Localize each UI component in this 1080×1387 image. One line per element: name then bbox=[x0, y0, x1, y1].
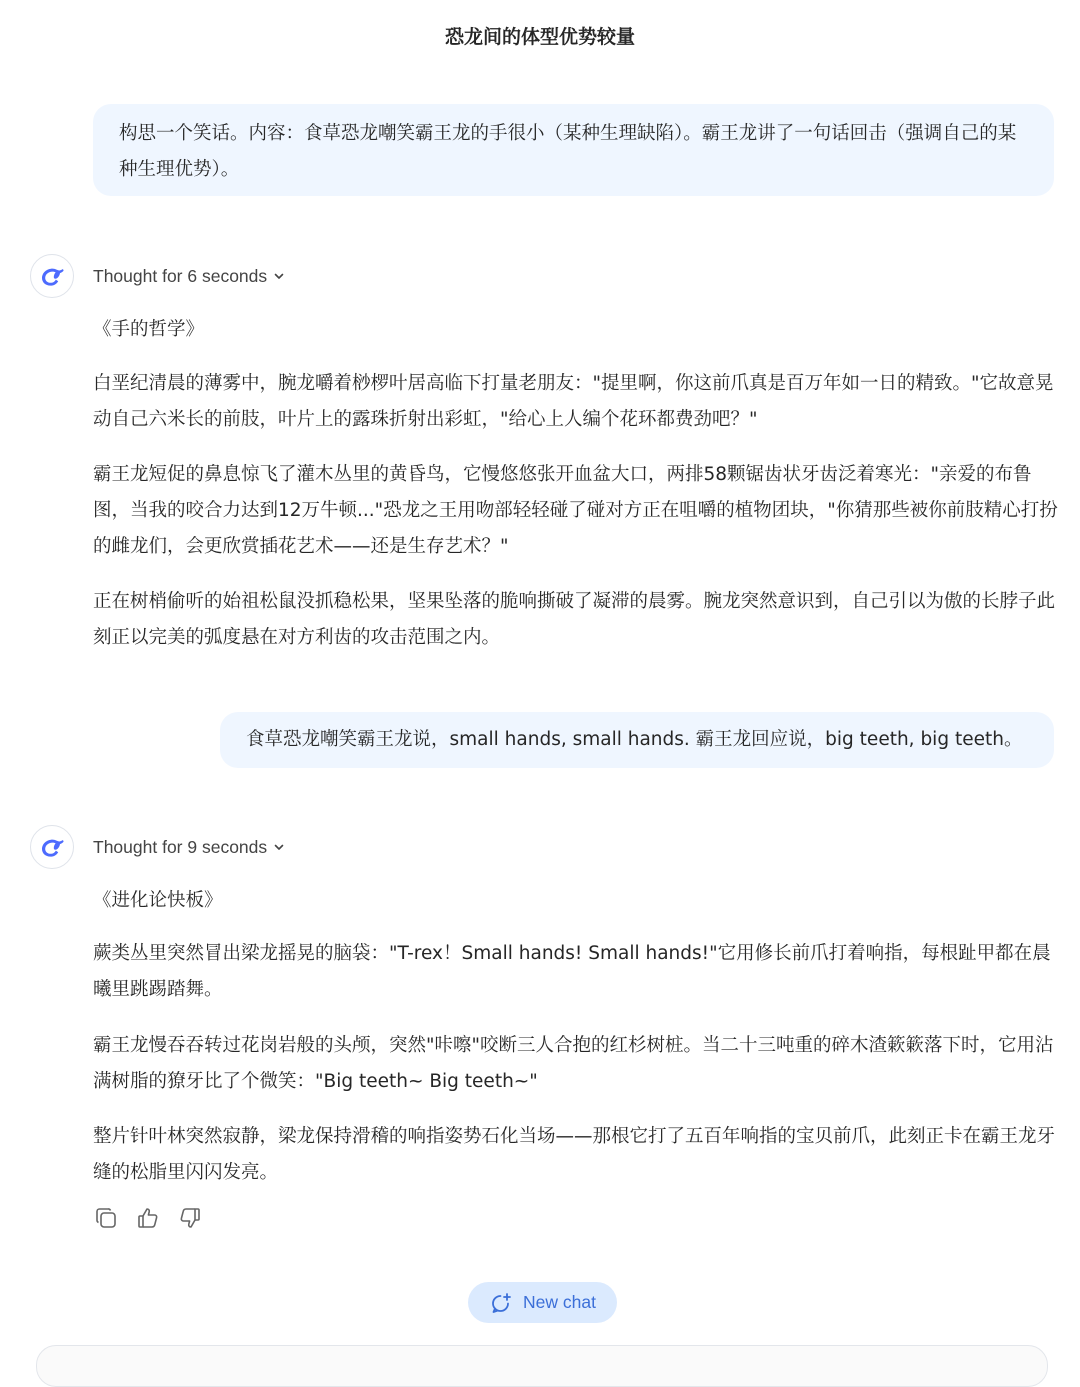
chevron-down-icon bbox=[273, 270, 285, 282]
chevron-down-icon bbox=[273, 841, 285, 853]
thumbs-down-icon bbox=[177, 1205, 203, 1231]
page-title: 恐龙间的体型优势较量 bbox=[444, 26, 635, 48]
new-chat-icon bbox=[489, 1291, 513, 1315]
user-message: 构思一个笑话。内容：食草恐龙嘲笑霸王龙的手很小（某种生理缺陷）。霸王龙讲了一句话回击（强调自己的某种生理优势）。 bbox=[93, 104, 1054, 196]
like-button[interactable] bbox=[134, 1204, 162, 1232]
user-message: 食草恐龙嘲笑霸王龙说，small hands, small hands. 霸王龙回应说，big teeth, big teeth。 bbox=[220, 712, 1054, 768]
thought-label: Thought for 6 seconds bbox=[93, 266, 268, 286]
response-title: 《进化论快板》 bbox=[93, 890, 223, 911]
whale-logo-icon bbox=[37, 832, 67, 862]
message-input-box[interactable] bbox=[36, 1345, 1048, 1387]
thumbs-up-icon bbox=[135, 1205, 161, 1231]
copy-icon bbox=[93, 1205, 119, 1231]
new-chat-label: New chat bbox=[523, 1292, 596, 1312]
response-paragraph: 霸王龙慢吞吞转过花岗岩般的头颅，突然"咔嚓"咬断三人合抱的红杉树桩。当二十三吨重的碎木渣簌簌落下时，它用沾满树脂的獠牙比了个微笑："Big teeth~ Big teeth~" bbox=[93, 1035, 1054, 1092]
dislike-button[interactable] bbox=[176, 1204, 204, 1232]
thought-toggle[interactable] bbox=[93, 264, 285, 288]
thought-label: Thought for 9 seconds bbox=[93, 837, 268, 857]
assistant-avatar bbox=[30, 254, 74, 298]
response-paragraph: 白垩纪清晨的薄雾中，腕龙嚼着桫椤叶居高临下打量老朋友："提里啊，你这前爪真是百万年如一日的精致。"它故意晃动自己六米长的前肢，叶片上的露珠折射出彩虹，"给心上人编个花环都费劲吧？" bbox=[93, 373, 1054, 430]
thought-toggle[interactable] bbox=[93, 835, 285, 859]
assistant-avatar bbox=[30, 825, 74, 869]
copy-button[interactable] bbox=[92, 1204, 120, 1232]
response-paragraph: 正在树梢偷听的始祖松鼠没抓稳松果，坚果坠落的脆响撕破了凝滞的晨雾。腕龙突然意识到，自己引以为傲的长脖子此刻正以完美的弧度悬在对方利齿的攻击范围之内。 bbox=[93, 591, 1056, 648]
whale-logo-icon bbox=[37, 261, 67, 291]
response-paragraph: 霸王龙短促的鼻息惊飞了灌木丛里的黄昏鸟，它慢悠悠张开血盆大口，两排58颗锯齿状牙齿泛着寒光："亲爱的布鲁图，当我的咬合力达到12万牛顿..."恐龙之王用吻部轻轻碰了碰对方正在咀嚼的植物团块，"你猜那些被你前肢精心打扮的雌龙们，会更欣赏插花艺术——还是生存艺术？" bbox=[93, 464, 1058, 557]
response-paragraph: 蕨类丛里突然冒出梁龙摇晃的脑袋："T-rex！Small hands! Small hands!"它用修长前爪打着响指，每根趾甲都在晨曦里跳踢踏舞。 bbox=[93, 943, 1051, 1000]
message-actions bbox=[92, 1204, 204, 1232]
response-title: 《手的哲学》 bbox=[93, 319, 205, 340]
new-chat-button[interactable] bbox=[468, 1282, 617, 1323]
response-paragraph: 整片针叶林突然寂静，梁龙保持滑稽的响指姿势石化当场——那根它打了五百年响指的宝贝前爪，此刻正卡在霸王龙牙缝的松脂里闪闪发亮。 bbox=[93, 1126, 1056, 1183]
